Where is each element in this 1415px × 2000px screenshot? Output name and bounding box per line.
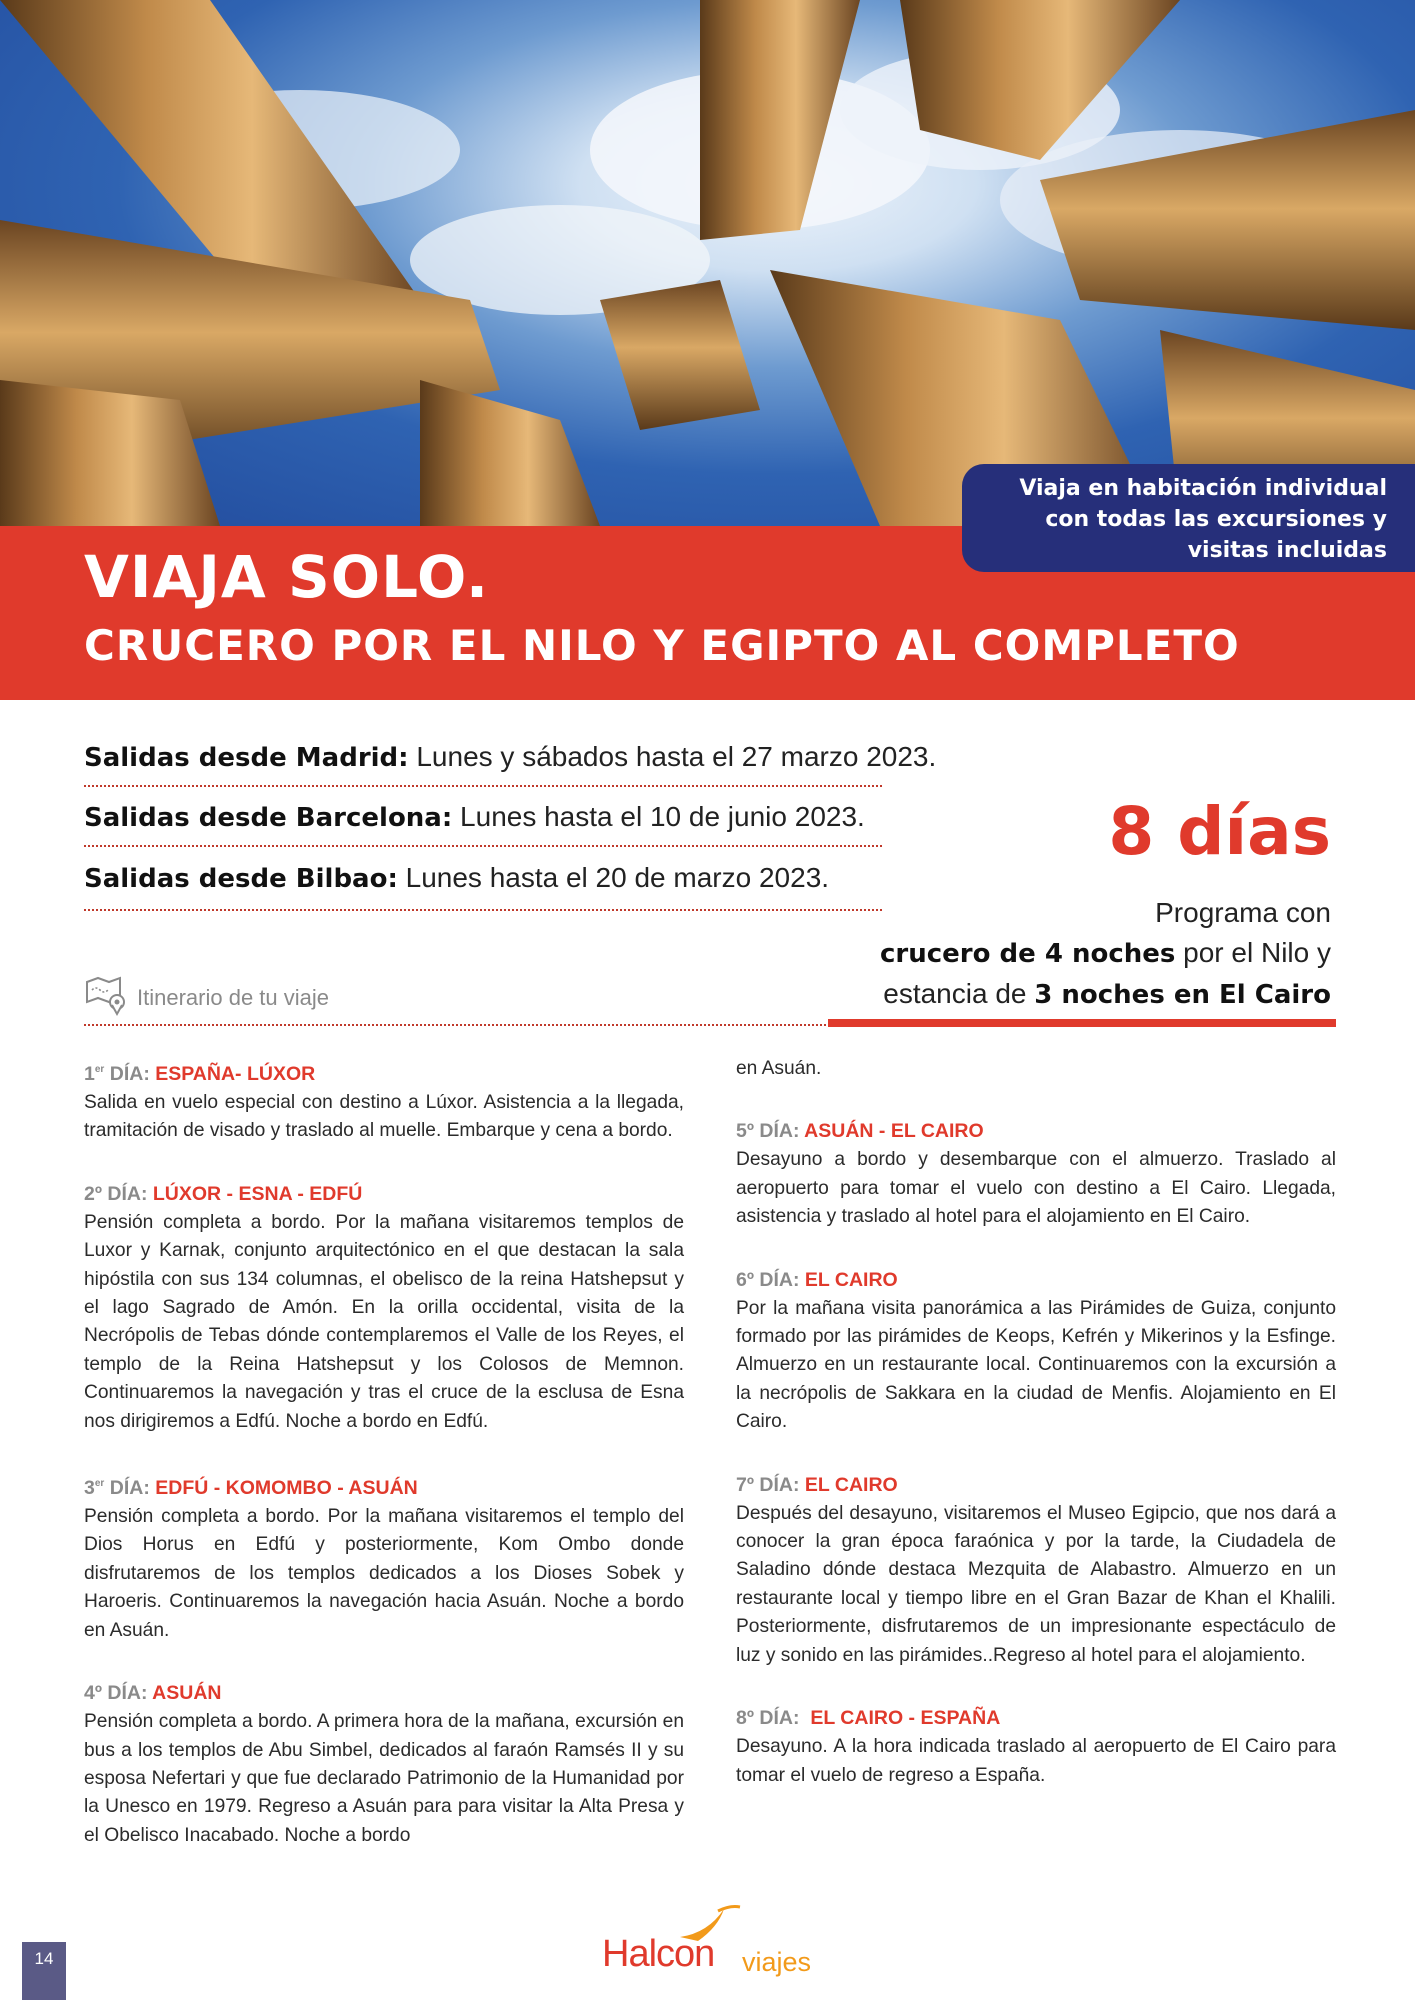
day-word: DÍA:	[101, 1682, 153, 1705]
day-number	[84, 1477, 155, 1499]
logo-main-text: Halcon	[602, 1933, 715, 1975]
summary-underline	[828, 1019, 1336, 1027]
day-heading	[736, 1116, 1336, 1146]
day-word: DÍA:	[104, 1063, 156, 1085]
day-number	[736, 1120, 804, 1142]
day-heading	[84, 1055, 684, 1089]
program-line: Programa con	[1155, 897, 1331, 928]
badge-line: visitas incluidas	[1187, 538, 1387, 563]
day-number-value: 3	[84, 1477, 95, 1500]
day-word: DÍA:	[753, 1268, 805, 1291]
day-heading	[84, 1678, 684, 1708]
day-number	[84, 1682, 152, 1704]
day-description: Desayuno a bordo y desembarque con el almuerzo. Traslado al aeropuerto para tomar el vuelo con destino a El Cairo. Llegada, asistencia y traslado al hotel para el alojamiento en El Cairo.	[736, 1149, 1336, 1228]
itinerary-column-right	[736, 1055, 1336, 1823]
dotted-divider	[84, 909, 882, 911]
itinerary-column-left	[84, 1055, 684, 1883]
day-block	[84, 1678, 684, 1850]
badge-line: con todas las excursiones y	[1045, 507, 1387, 532]
day-number-value: 2º	[84, 1182, 102, 1205]
day-description: Desayuno. A la hora indicada traslado al aeropuerto de El Cairo para tomar el vuelo de regreso a España.	[736, 1736, 1336, 1786]
day-number	[736, 1474, 805, 1496]
day-block	[84, 1469, 684, 1645]
day-description: en Asuán.	[736, 1058, 822, 1079]
badge-line: Viaja en habitación individual	[1019, 476, 1387, 501]
day-word: DÍA:	[104, 1477, 156, 1500]
day-description: Pensión completa a bordo. A primera hora de la mañana, excursión en bus a los templos de Abu Simbel, dedicados al faraón Ramsés II y su esposa Nefertari y que fue declarado Patrimonio de la Humanidad por la Unesco en 1979. Regreso a Asuán para para visitar la Alta Presa y el Obelisco Inacabado. Noche a bordo	[84, 1711, 684, 1846]
day-ordinal: er	[94, 1064, 105, 1075]
departure-barcelona	[84, 801, 884, 833]
day-number-value: 8º	[736, 1707, 754, 1730]
dotted-divider	[84, 785, 882, 787]
day-description: Por la mañana visita panorámica a las Pirámides de Guiza, conjunto formado por las pirámides de Keops, Kefrén y Mikerinos y la Esfinge. Almuerzo en un restaurante local. Continuaremos con la excursión a la necrópolis de Sakkara en la ciudad de Menfis. Alojamiento en El Cairo.	[736, 1297, 1336, 1433]
day-number-value: 5º	[736, 1120, 754, 1143]
cruise-nights: crucero de 4 noches	[880, 939, 1176, 969]
day-number	[84, 1183, 153, 1205]
day-block	[84, 1055, 684, 1146]
page-subtitle: CRUCERO POR EL NILO Y EGIPTO AL COMPLETO	[84, 621, 1240, 670]
day-word: DÍA:	[753, 1707, 811, 1730]
program-line	[811, 933, 1331, 974]
day-route: EDFÚ - KOMOMBO - ASUÁN	[155, 1477, 418, 1500]
day-heading	[736, 1703, 1336, 1733]
day-route: EL CAIRO - ESPAÑA	[810, 1707, 1001, 1730]
day-heading	[736, 1470, 1336, 1500]
day-route: ESPAÑA- LÚXOR	[155, 1063, 316, 1085]
day-number-value: 1	[84, 1063, 95, 1085]
logo-sub-text: viajes	[742, 1947, 812, 1977]
day-number	[736, 1707, 810, 1729]
hero-photo-karnak-columns	[0, 0, 1415, 526]
departure-label: Salidas desde Madrid:	[84, 743, 409, 773]
page-title: VIAJA SOLO.	[84, 543, 490, 611]
day-block	[736, 1703, 1336, 1790]
hero-illustration	[0, 0, 1415, 526]
day-number-value: 6º	[736, 1268, 754, 1291]
departure-text: Lunes y sábados hasta el 27 marzo 2023.	[408, 741, 937, 772]
day-description: Después del desayuno, visitaremos el Museo Egipcio, que nos dará a conocer la gran época faraónica y por la tarde, la Ciudadela de Saladino dónde destaca Mezquita de Alabastro. Almuerzo en un restaurante local y tiempo libre en el Gran Bazar de Khan el Khalili. Posteriormente, disfrutaremos de un impresionante espectáculo de luz y sonido en las pirámides..Regreso al hotel para el alojamiento.	[736, 1502, 1336, 1666]
itinerary-heading: Itinerario de tu viaje	[137, 985, 329, 1010]
day-route: LÚXOR - ESNA - EDFÚ	[152, 1182, 363, 1205]
day-word: DÍA:	[101, 1182, 153, 1205]
program-text: por el Nilo y	[1175, 937, 1331, 968]
trip-duration: 8 días	[1108, 793, 1331, 870]
departure-bilbao	[84, 862, 884, 894]
day-description: Salida en vuelo especial con destino a Lúxor. Asistencia a la llegada, tramitación de visado y traslado al muelle. Embarque y cena a bordo.	[84, 1092, 684, 1142]
day-route: ASUÁN	[152, 1682, 222, 1705]
day-word: DÍA:	[753, 1120, 805, 1143]
day-number-value: 4º	[84, 1682, 102, 1705]
day-route: EL CAIRO	[804, 1268, 898, 1291]
departure-text: Lunes hasta el 20 de marzo 2023.	[397, 862, 830, 893]
day-block	[736, 1265, 1336, 1437]
departure-text: Lunes hasta el 10 de junio 2023.	[452, 801, 865, 832]
day-heading	[84, 1469, 684, 1503]
day-continuation	[736, 1055, 1336, 1083]
day-block	[736, 1116, 1336, 1231]
day-route: EL CAIRO	[804, 1473, 898, 1496]
day-description: Pensión completa a bordo. Por la mañana visitaremos templos de Luxor y Karnak, conjunto arquitectónico en el que destacan la sala hipóstila con sus 134 columnas, el obelisco de la reina Hatshepsut y el lago Sagrado de Amón. En la orilla occidental, visita de la Necrópolis de Tebas dónde contemplaremos el Valle de los Reyes, el templo de la Reina Hatshepsut y los Colosos de Memnon. Continuaremos la navegación y tras el cruce de la esclusa de Esna nos dirigiremos a Edfú. Noche a bordo en Edfú.	[84, 1211, 684, 1432]
departure-madrid	[84, 741, 937, 773]
day-heading	[84, 1179, 684, 1209]
departure-label: Salidas desde Bilbao:	[84, 864, 398, 894]
day-number	[736, 1269, 805, 1291]
day-description: Pensión completa a bordo. Por la mañana visitaremos el templo del Dios Horus en Edfú y posteriormente, Kom Ombo donde disfrutaremos de los templos dedicados a los Dioses Sobek y Haroeris. Continuaremos la navegación hacia Asuán. Noche a bordo en Asuán.	[84, 1506, 684, 1641]
program-summary	[811, 893, 1331, 1015]
program-line	[811, 974, 1331, 1015]
dotted-divider	[84, 1024, 826, 1026]
dotted-divider	[84, 845, 882, 847]
day-heading	[736, 1265, 1336, 1295]
halcon-viajes-logo	[600, 1903, 830, 1983]
departure-label: Salidas desde Barcelona:	[84, 803, 453, 833]
day-number-value: 7º	[736, 1473, 754, 1496]
day-block	[736, 1470, 1336, 1670]
map-pin-icon	[84, 972, 130, 1018]
page-number: 14	[22, 1942, 66, 2000]
day-word: DÍA:	[753, 1473, 805, 1496]
day-ordinal: er	[94, 1478, 105, 1490]
cairo-nights: 3 noches en El Cairo	[1034, 980, 1331, 1010]
day-block	[84, 1179, 684, 1436]
single-room-badge	[962, 464, 1415, 572]
day-number	[84, 1063, 155, 1085]
day-route: ASUÁN - EL CAIRO	[804, 1120, 984, 1143]
program-text: estancia de	[883, 978, 1035, 1009]
